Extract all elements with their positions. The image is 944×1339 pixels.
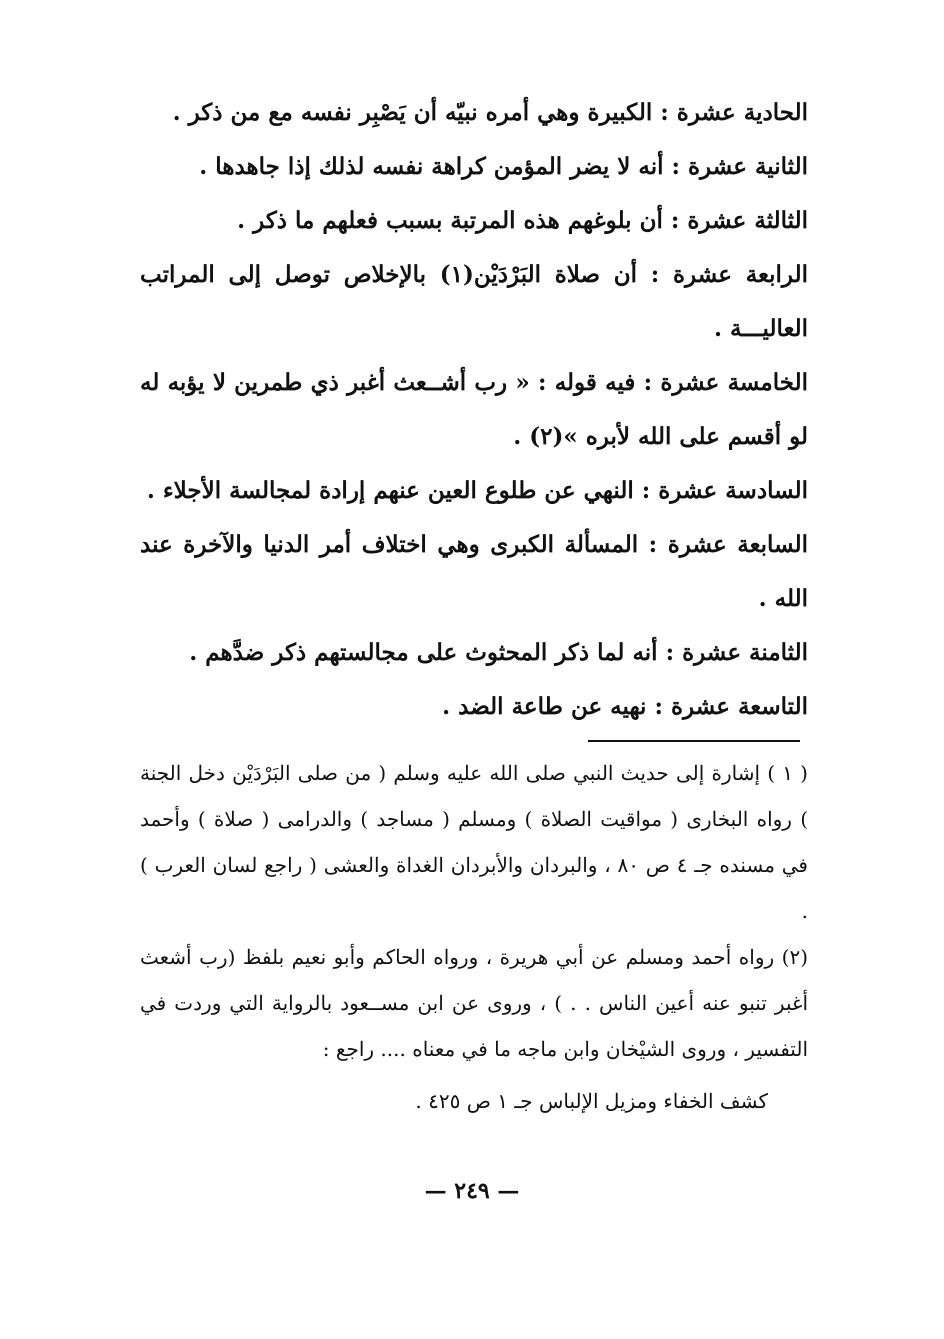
page-number: — ٢٤٩ — bbox=[424, 1178, 520, 1204]
paragraph-13: الثالثة عشرة : أن بلوغهم هذه المرتبة بسبب فعلهم ما ذكر . bbox=[237, 207, 808, 234]
paragraph-12: الثانية عشرة : أنه لا يضر المؤمن كراهة نفسه لذلك إذا جاهدها . bbox=[199, 153, 808, 180]
paragraph-14: الرابعة عشرة : أن صلاة البَرْدَيْن(١) بالإخلاص توصل إلى المراتب العاليـــة . bbox=[140, 261, 808, 342]
footnote-separator bbox=[588, 740, 800, 742]
paragraph-19: التاسعة عشرة : نهيه عن طاعة الضد . bbox=[442, 693, 808, 720]
paragraph-18: الثامنة عشرة : أنه لما ذكر المحثوث على مجالستهم ذكر ضدَّهم . bbox=[189, 639, 808, 666]
paragraph-16: السادسة عشرة : النهي عن طلوع العين عنهم إرادة لمجالسة الأجلاء . bbox=[146, 477, 808, 504]
paragraph-15: الخامسة عشرة : فيه قوله : « رب أشــعث أغبر ذي طمرين لا يؤبه له لو أقسم على الله لأبره »(٢) . bbox=[140, 369, 808, 450]
footnote-2: (٢) رواه أحمد ومسلم عن أبي هريرة ، ورواه الحاكم وأبو نعيم بلفظ (رب أشعث أغبر تنبو عنه أعين الناس . . ) ، وروى عن ابن مســعود بالرواية التي وردت في التفسير ، وروى الشيْخان وابن ماجه ما في معناه .... راجع : bbox=[140, 945, 808, 1061]
main-text bbox=[140, 86, 808, 734]
footnotes bbox=[140, 750, 808, 1124]
paragraph-11: الحادية عشرة : الكبيرة وهي أمره نبيّه أن يَصْبِر نفسه مع من ذكر . bbox=[172, 99, 808, 126]
footnote-2-source: كشف الخفاء ومزيل الإلباس جـ ١ ص ٤٢٥ . bbox=[415, 1089, 768, 1113]
footnote-1: ( ١ ) إشارة إلى حديث النبي صلى الله عليه وسلم ( من صلى البَرْدَيْن دخل الجنة ) رواه البخارى ( مواقيت الصلاة ) ومسلم ( مساجد ) والدرامى ( صلاة ) وأحمد في مسنده جـ ٤ ص ٨٠ ، والبردان والأبردان الغداة والعشى ( راجع لسان العرب ) . bbox=[140, 761, 808, 923]
paragraph-17: السابعة عشرة : المسألة الكبرى وهي اختلاف أمر الدنيا والآخرة عند الله . bbox=[140, 531, 808, 612]
